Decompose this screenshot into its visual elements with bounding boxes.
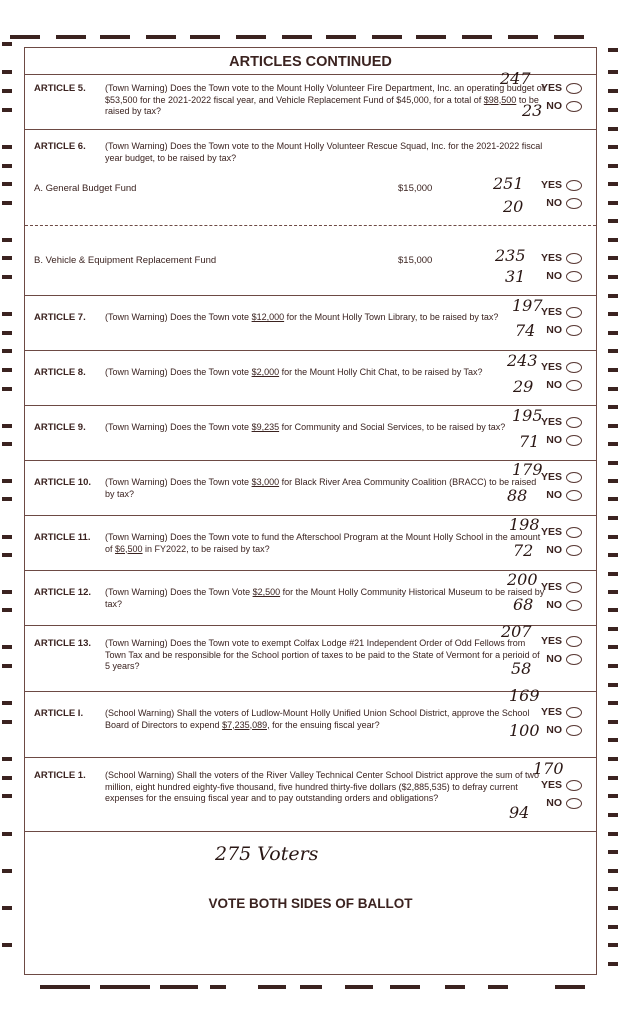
article-label: ARTICLE 9. — [34, 422, 86, 433]
yes-oval[interactable] — [566, 417, 582, 428]
yes-option[interactable]: YES — [541, 179, 582, 191]
no-count: 23 — [522, 101, 543, 120]
no-oval[interactable] — [566, 380, 582, 391]
article-label: ARTICLE 12. — [34, 587, 92, 598]
article-text: (Town Warning) Does the Town vote $2,000 for the Mount Holly Chit Chat, to be raised by Tax? — [105, 367, 483, 377]
article-label: ARTICLE 5. — [34, 83, 86, 94]
article-text: (Town Warning) Does the Town vote $9,235 for Community and Social Services, to be raised by tax? — [105, 422, 506, 432]
no-oval[interactable] — [566, 435, 582, 446]
yes-count: 198 — [509, 515, 540, 534]
article-label: ARTICLE 6. — [34, 141, 86, 152]
article-6b — [25, 225, 596, 296]
yes-count: 169 — [509, 686, 540, 705]
article-6a — [25, 173, 596, 226]
article-text: (School Warning) Shall the voters of the River Valley Technical Center School District approve the sum of two million, eight hundred eighty-five thousand, five hundred thirty-five dollars ($2,885,535) to defray current expenses for the ensuing fiscal year and to pay outstanding orders and obligations? — [105, 770, 540, 803]
no-option[interactable]: NO — [546, 653, 582, 665]
footer-instruction: VOTE BOTH SIDES OF BALLOT — [208, 896, 413, 911]
yes-count: 197 — [512, 296, 543, 315]
no-oval[interactable] — [566, 600, 582, 611]
yes-option[interactable]: YES — [541, 416, 582, 428]
no-option[interactable]: NO — [546, 434, 582, 446]
no-count: 94 — [509, 803, 530, 822]
no-count: 58 — [511, 659, 532, 678]
yes-option[interactable]: YES — [541, 361, 582, 373]
no-oval[interactable] — [566, 725, 582, 736]
no-count: 68 — [513, 595, 534, 614]
article-9 — [25, 405, 596, 461]
no-count: 71 — [519, 432, 540, 451]
article-text: (Town Warning) Does the Town vote to the Mount Holly Volunteer Rescue Squad, Inc. for the 2021-2022 fiscal year budget, to be raised by tax? — [105, 141, 543, 163]
article-label: ARTICLE 11. — [34, 532, 91, 543]
yes-option[interactable]: YES — [541, 82, 582, 94]
voters-note: 275 Voters — [215, 843, 319, 865]
no-count: 74 — [515, 321, 536, 340]
yes-oval[interactable] — [566, 472, 582, 483]
article-5 — [25, 69, 596, 130]
article-text: (Town Warning) Does the Town vote to exempt Colfax Lodge #21 Independent Order of Odd Fellows from Town Tax and be responsible for the School portion of taxes to be paid to the State of Vermont for a perioid of 5 years? — [105, 638, 540, 671]
article-label: ARTICLE 8. — [34, 367, 86, 378]
yes-oval[interactable] — [566, 253, 582, 264]
yes-option[interactable]: YES — [541, 581, 582, 593]
no-count: 100 — [509, 721, 540, 740]
yes-oval[interactable] — [566, 527, 582, 538]
yes-option[interactable]: YES — [541, 306, 582, 318]
yes-option[interactable]: YES — [541, 706, 582, 718]
article-1 — [25, 757, 596, 832]
article-text: (Town Warning) Does the Town vote to fund the Afterschool Program at the Mount Holly School in the amount of $6,500 in FY2022, to be raised by tax? — [105, 532, 541, 554]
article-12 — [25, 570, 596, 626]
sub-amount: $15,000 — [398, 255, 433, 266]
article-7 — [25, 295, 596, 351]
no-option[interactable]: NO — [546, 100, 582, 112]
no-oval[interactable] — [566, 271, 582, 282]
no-oval[interactable] — [566, 545, 582, 556]
no-oval[interactable] — [566, 798, 582, 809]
yes-count: 170 — [533, 759, 564, 778]
article-text: (Town Warning) Does the Town vote $12,000 for the Mount Holly Town Library, to be raised by tax? — [105, 312, 499, 322]
yes-oval[interactable] — [566, 707, 582, 718]
article-8 — [25, 350, 596, 406]
sub-label: B. Vehicle & Equipment Replacement Fund — [34, 255, 217, 266]
article-text: (Town Warning) Does the Town Vote $2,500 for the Mount Holly Community Historical Museum to be raised by tax? — [105, 587, 545, 609]
no-option[interactable]: NO — [546, 724, 582, 736]
no-option[interactable]: NO — [546, 270, 582, 282]
no-option[interactable]: NO — [546, 599, 582, 611]
yes-oval[interactable] — [566, 780, 582, 791]
no-oval[interactable] — [566, 490, 582, 501]
article-11 — [25, 515, 596, 571]
no-oval[interactable] — [566, 325, 582, 336]
yes-oval[interactable] — [566, 307, 582, 318]
article-label: ARTICLE 10. — [34, 477, 92, 488]
no-count: 31 — [505, 267, 526, 286]
sub-amount: $15,000 — [398, 183, 433, 194]
no-option[interactable]: NO — [546, 379, 582, 391]
yes-option[interactable]: YES — [541, 635, 582, 647]
no-oval[interactable] — [566, 198, 582, 209]
no-count: 29 — [513, 377, 534, 396]
sub-label: A. General Budget Fund — [34, 183, 137, 194]
yes-count: 195 — [512, 406, 543, 425]
page-title: ARTICLES CONTINUED — [25, 48, 596, 75]
article-text: (Town Warning) Does the Town vote $3,000 for Black River Area Community Coalition (BRACC) to be raised by tax? — [105, 477, 537, 499]
no-option[interactable]: NO — [546, 544, 582, 556]
yes-oval[interactable] — [566, 636, 582, 647]
no-oval[interactable] — [566, 101, 582, 112]
article-label: ARTICLE I. — [34, 708, 84, 719]
article-label: ARTICLE 1. — [34, 770, 86, 781]
ballot-page — [24, 47, 597, 975]
no-option[interactable]: NO — [546, 797, 582, 809]
yes-option[interactable]: YES — [541, 779, 582, 791]
no-option[interactable]: NO — [546, 324, 582, 336]
article-label: ARTICLE 7. — [34, 312, 86, 323]
article-I — [25, 686, 596, 758]
article-10 — [25, 460, 596, 516]
yes-count: 243 — [507, 351, 538, 370]
yes-option[interactable]: YES — [541, 526, 582, 538]
yes-oval[interactable] — [566, 83, 582, 94]
no-option[interactable]: NO — [546, 197, 582, 209]
yes-count: 200 — [507, 570, 538, 589]
article-text: (School Warning) Shall the voters of Ludlow-Mount Holly Unified Union School District, approve the School Board of Directors to expend $7,235,089, for the ensuing fiscal year? — [105, 708, 530, 730]
yes-count: 247 — [500, 69, 531, 88]
article-13 — [25, 622, 596, 692]
yes-count: 235 — [495, 246, 526, 265]
no-count: 72 — [513, 541, 534, 560]
no-option[interactable]: NO — [546, 489, 582, 501]
article-label: ARTICLE 13. — [34, 638, 92, 649]
article-text: (Town Warning) Does the Town vote to the Mount Holly Volunteer Fire Department, Inc. an operating budget of $53,500 for the 2021-2022 fiscal year, and Vehicle Replacement Fund of $45,000, for a total of $98,500 to be raised by tax? — [105, 83, 545, 116]
no-count: 20 — [503, 197, 524, 216]
yes-oval[interactable] — [566, 180, 582, 191]
yes-oval[interactable] — [566, 362, 582, 373]
no-oval[interactable] — [566, 654, 582, 665]
yes-count: 207 — [501, 622, 532, 641]
yes-oval[interactable] — [566, 582, 582, 593]
yes-count: 251 — [493, 174, 524, 193]
yes-option[interactable]: YES — [541, 471, 582, 483]
no-count: 88 — [507, 486, 528, 505]
yes-option[interactable]: YES — [541, 252, 582, 264]
yes-count: 179 — [512, 460, 543, 479]
